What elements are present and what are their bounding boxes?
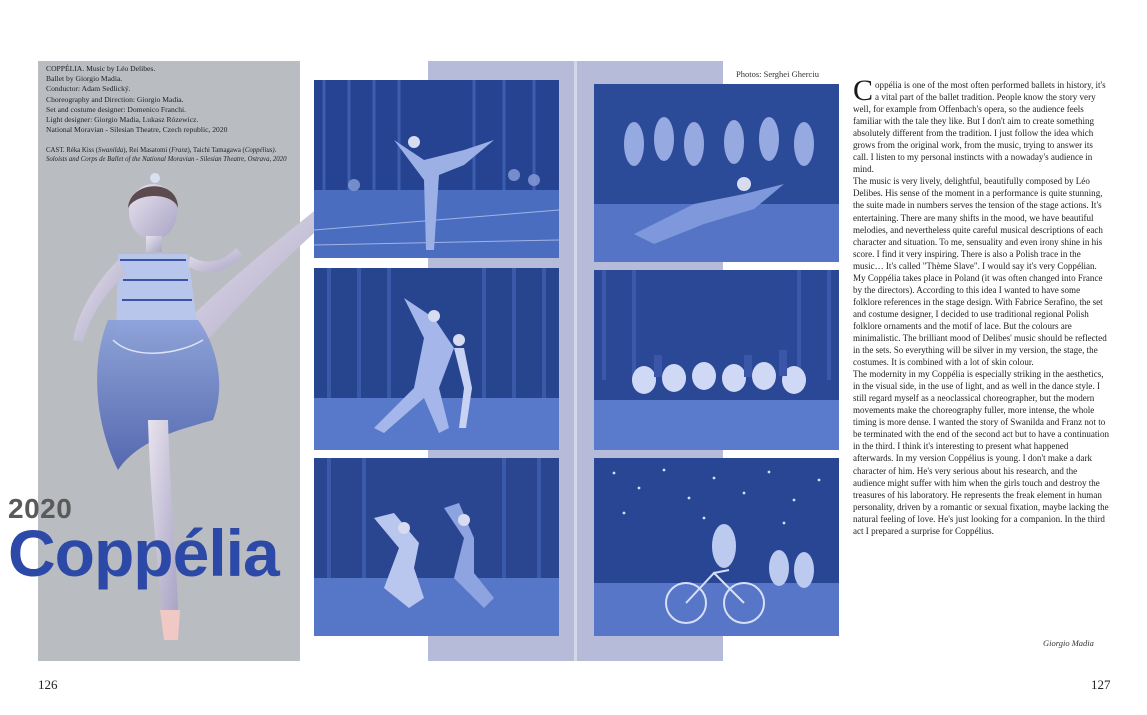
stage-photo [594,458,839,636]
author-signature: Giorgio Madia [1043,638,1094,648]
credit-line: COPPÉLIA. Music by Léo Delibes. [46,64,156,73]
cast-credits [46,146,296,164]
article-paragraph [853,74,1109,175]
cast-role: Franz [171,147,188,154]
credit-line: Choreography and Direction: Giorgio Madia. [46,94,184,104]
cast-text: ), Taichi Tamagawa ( [187,147,245,154]
paragraph-text: oppélia is one of the most often performed ballets in history, it's a vital part of the ballet tradition. People know the story very well, for example from Offenbach's opera, so the audience feels familiar with the tale they like. But I don't aim to create something absolutely different from the tradition. I just follow the idea which grows from the original work, from the music, trying to answer its call. I listen to my personal instincts with a nowaday's audience in mind. [853,80,1106,175]
stage-photo [594,270,839,450]
stage-photo [314,80,559,258]
credit-line: National Moravian - Silesian Theatre, Czech republic, 2020 [46,125,228,135]
cast-role: Swanilda [97,147,124,154]
year-heading: 2020 [8,493,73,524]
article-paragraph: My Coppélia takes place in Poland (it was often changed into France by the directors). According to this idea I wanted to have some folklore references in the stage design. With Fabrice Serafino, the set and costume designer, I decided to use traditional regional Polish folklore ornaments and the motif of lace. But the colours are minimalistic. The brilliant mood of Delibes' music should be reflected in the sets. So everything will be silver in my version, the stage, the costumes. It is combined with a lot of skin colour. [853,272,1107,368]
credit-line: Set and costume designer: Domenico Franchi. [46,104,187,114]
article-paragraph: The modernity in my Coppélia is especially striking in the aesthetics, in the visual side, in the use of light, and as well in the dance style. I still regard myself as a neoclassical choreographer, but the modern movements make the choreography fuller, more intense, the whole timing is more dense. I wanted the story of Swanilda and Franz not to be terminated with the end of the second act but to have a continuation in the third. I think it's interesting to present what happened afterwards. In my version Coppélius is young. I don't make a dark character of him. He's very serious about his research, and the audience might suffer with him when the girls touch and destroy the treasures of his laboratory. He represents the freak element in human personality, driven by a romantic or sexual fixation, maybe lacking the natural feeling of love. He's just looking for a companion. In the third act I prepared a surprise for Coppélius. [853,369,1109,536]
stage-photo [314,268,559,450]
article-body [853,74,1109,537]
drop-cap: C [853,74,874,107]
production-credits [46,64,296,135]
cast-text: ). Soloists and Corps de Ballet of the National Moravian - Silesian Theatre, Ostrava, 2020 [46,147,287,164]
credit-line: Light designer: Giorgio Madia, Lukasz Rózewicz. [46,115,199,125]
cast-text: CAST. Réka Kiss ( [46,147,98,154]
stage-photo [314,458,559,636]
photo-credit: Photos: Serghei Gherciu [736,69,819,79]
page-number-right: 127 [1091,677,1111,692]
ballet-title: Coppélia [8,516,279,590]
credit-line: Conductor: Adam Sedlický. [46,84,131,94]
stage-photo [594,84,839,262]
article-paragraph: The music is very lively, delightful, beautifully composed by Léo Delibes. His sense of the moment in a performance is quite stunning, the suite made in numbers serves the tension of the stage actions. It's entertaining. There are many shifts in the mood, we have beautiful melodies, and nevertheless quite careful musical descriptions of each character and situation. To me, sensuality and even irony shine in his score. I find it very inspiring. There is also a Polish trace in the music… It's called "Thème Slave". I would say it's very Coppélian. [853,176,1103,271]
cast-text: ), Rei Masatomi ( [123,147,172,154]
cast-role: Coppélius [244,147,273,154]
page-number-left: 126 [38,677,58,692]
credit-line: Ballet by Giorgio Madia. [46,74,123,84]
page-gutter [574,61,577,661]
